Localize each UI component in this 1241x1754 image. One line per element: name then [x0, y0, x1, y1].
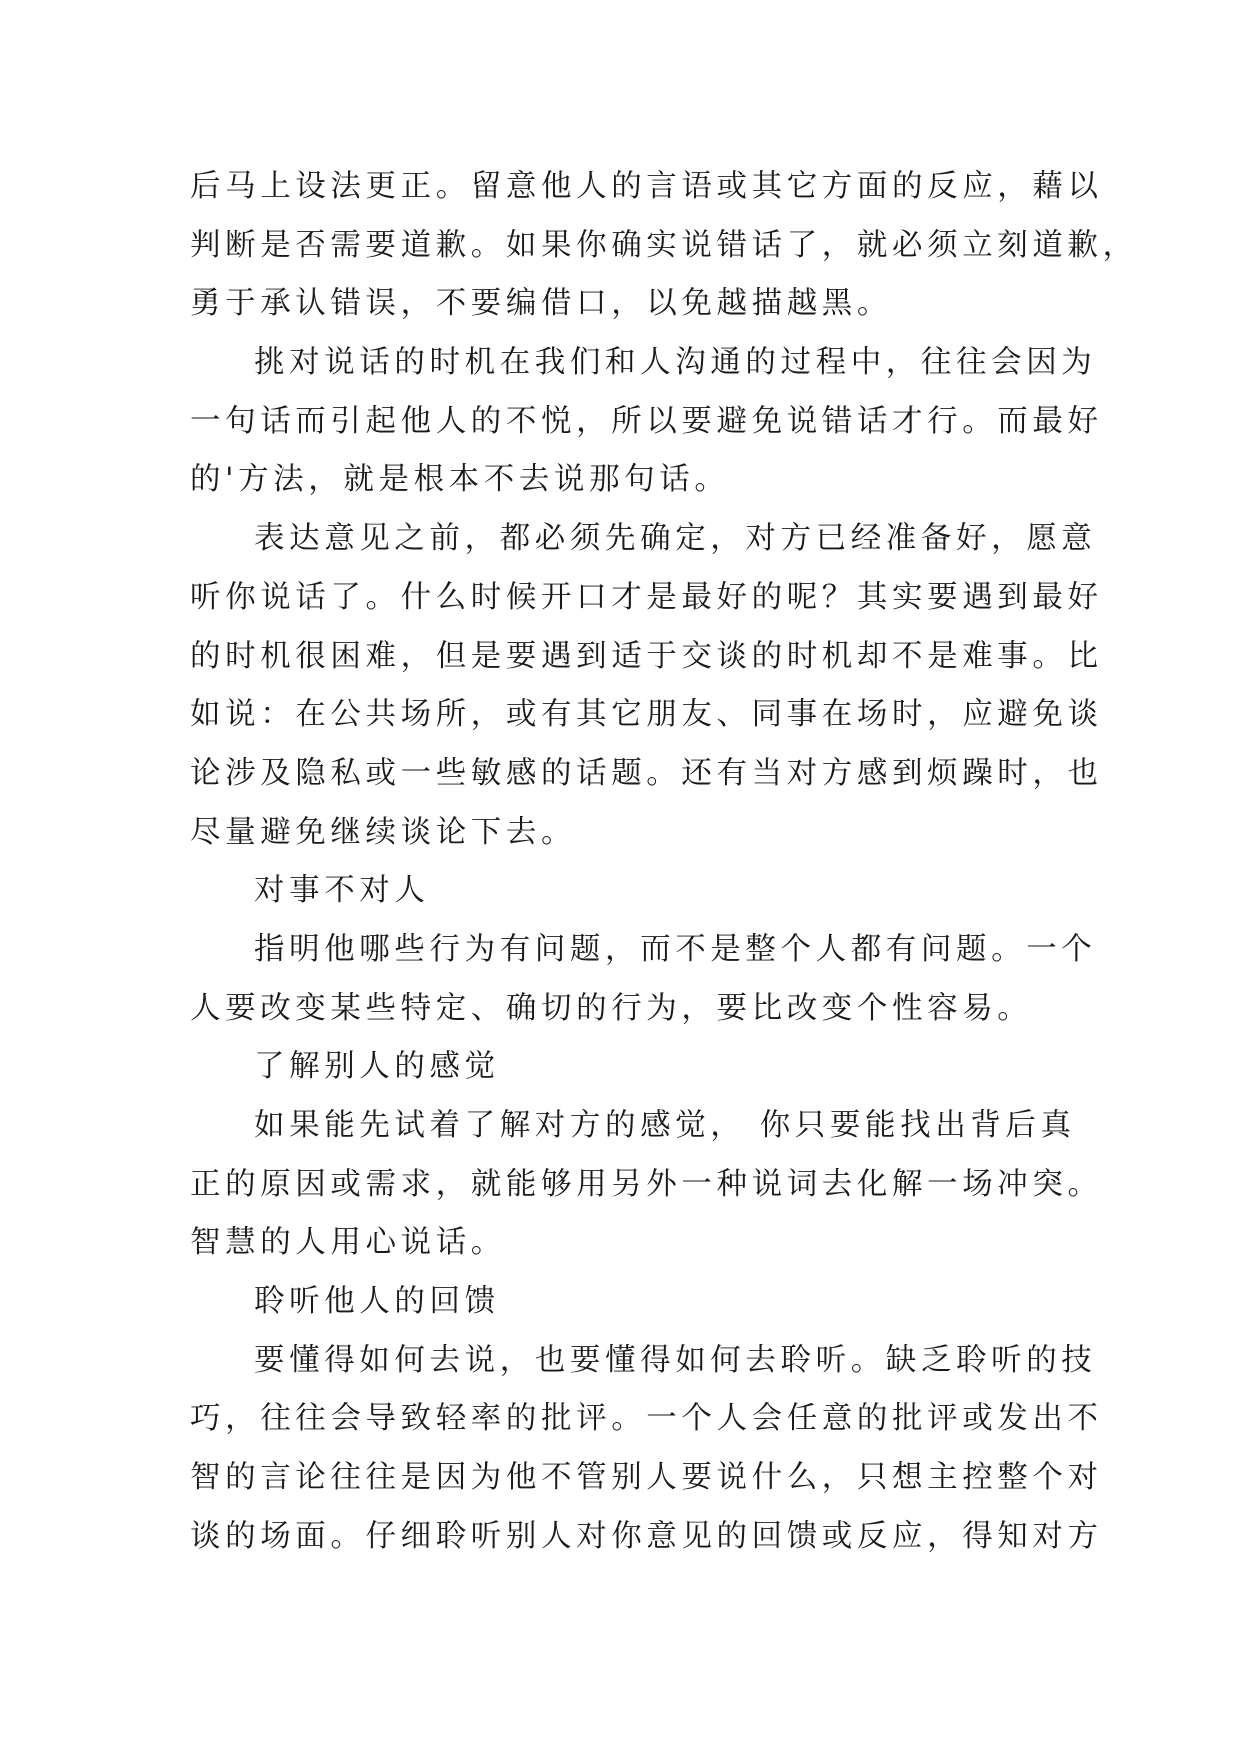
text-line: 谈的场面。仔细聆听别人对你意见的回馈或反应，得知对方 — [190, 1518, 1103, 1554]
body-text — [190, 158, 1138, 1567]
text-line: 的'方法，就是根本不去说那句话。 — [190, 462, 730, 498]
text-line: 的时机很困难，但是要遇到适于交谈的时机却不是难事。比 — [190, 638, 1103, 674]
text-line: 要懂得如何去说，也要懂得如何去聆听。缺乏聆听的技 — [254, 1342, 1097, 1378]
text-line: 正的原因或需求，就能够用另外一种说词去化解一场冲突。 — [190, 1166, 1103, 1202]
text-line: 智的言论往往是因为他不管别人要说什么，只想主控整个对 — [190, 1460, 1103, 1496]
text-line: 巧，往往会导致轻率的批评。一个人会任意的批评或发出不 — [190, 1401, 1103, 1437]
text-line: 判断是否需要道歉。如果你确实说错话了，就必须立刻道歉， — [190, 227, 1138, 263]
text-line: 尽量避免继续谈论下去。 — [190, 814, 577, 850]
text-line: 论涉及隐私或一些敏感的话题。还有当对方感到烦躁时，也 — [190, 755, 1103, 791]
text-line: 一句话而引起他人的不悦，所以要避免说错话才行。而最好 — [190, 403, 1103, 439]
text-line: 人要改变某些特定、确切的行为，要比改变个性容易。 — [190, 990, 1033, 1026]
text-line: 勇于承认错误，不要编借口，以免越描越黑。 — [190, 286, 892, 322]
text-line: 后马上设法更正。留意他人的言语或其它方面的反应，藉以 — [190, 169, 1103, 204]
text-line: 如果能先试着了解对方的感觉， 你只要能找出背后真 — [254, 1108, 1076, 1143]
section-heading: 聆听他人的回馈 — [254, 1284, 500, 1320]
section-heading: 对事不对人 — [254, 873, 430, 909]
text-line: 如说：在公共场所，或有其它朋友、同事在场时，应避免谈 — [190, 697, 1103, 733]
section-heading: 了解别人的感觉 — [254, 1049, 500, 1085]
text-line: 挑对说话的时机在我们和人沟通的过程中，往往会因为 — [254, 345, 1097, 381]
text-line: 听你说话了。什么时候开口才是最好的呢？其实要遇到最好 — [190, 579, 1103, 615]
text-line: 智慧的人用心说话。 — [190, 1225, 506, 1261]
text-line: 表达意见之前，都必须先确定，对方已经准备好，愿意 — [254, 521, 1097, 557]
text-line: 指明他哪些行为有问题，而不是整个人都有问题。一个 — [254, 931, 1097, 967]
